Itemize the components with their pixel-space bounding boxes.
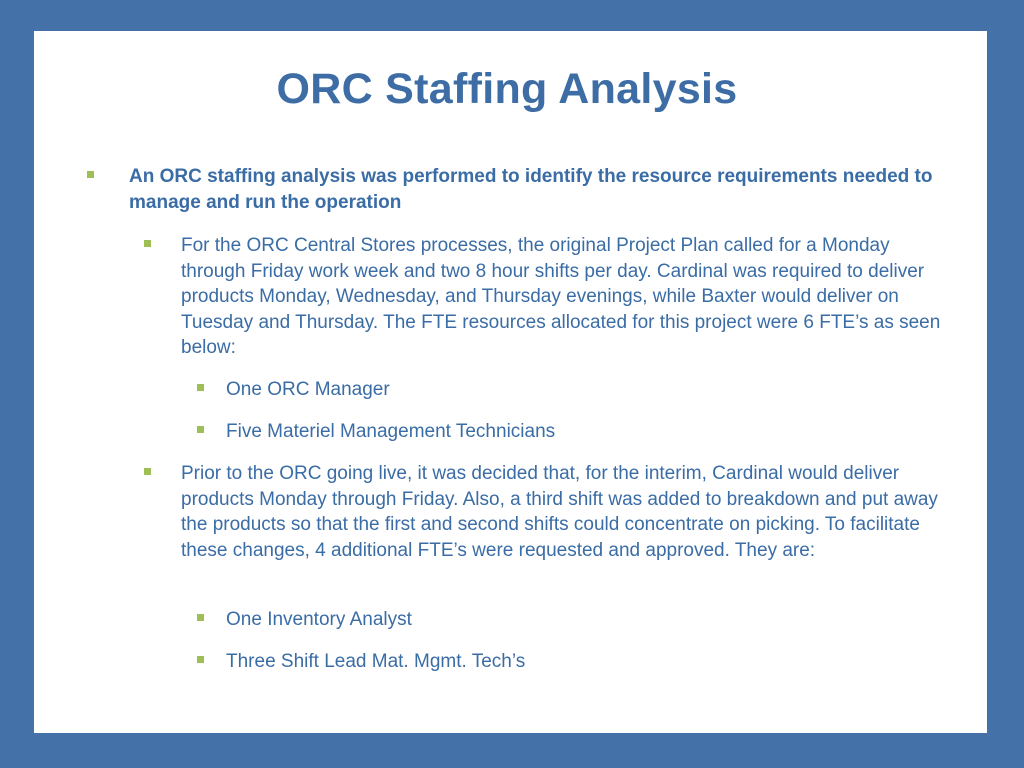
list-item: One ORC Manager	[226, 379, 390, 400]
list-item: One Inventory Analyst	[226, 609, 412, 630]
main-bullet-text: An ORC staffing analysis was performed to identify the resource requirements needed to manage and run the operation	[129, 166, 933, 213]
bullet-square-icon	[197, 656, 204, 663]
bullet-square-icon	[144, 468, 151, 475]
slide-title: ORC Staffing Analysis	[276, 65, 738, 113]
list-item: Three Shift Lead Mat. Mgmt. Tech’s	[226, 651, 526, 672]
paragraph-original-plan: For the ORC Central Stores processes, the original Project Plan called for a Monday through Friday work week and two 8 hour shifts per day. Cardinal was required to deliver products Monday, Wednesday, and Thursday evenings, while Baxter would deliver on Tuesday and Thursday. The FTE resources allocated for this project were 6 FTE’s as seen below:	[181, 235, 941, 358]
bullet-square-icon	[197, 426, 204, 433]
bullet-square-icon	[197, 614, 204, 621]
bullet-square-icon	[87, 171, 94, 178]
bullet-square-icon	[144, 240, 151, 247]
list-item: Five Materiel Management Technicians	[226, 421, 556, 442]
paragraph-interim-changes: Prior to the ORC going live, it was decided that, for the interim, Cardinal would deliver products Monday through Friday. Also, a third shift was added to breakdown and put away the products so that the first and second shifts could concentrate on picking. To facilitate these changes, 4 additional FTE’s were requested and approved. They are:	[181, 463, 938, 561]
bullet-square-icon	[197, 384, 204, 391]
